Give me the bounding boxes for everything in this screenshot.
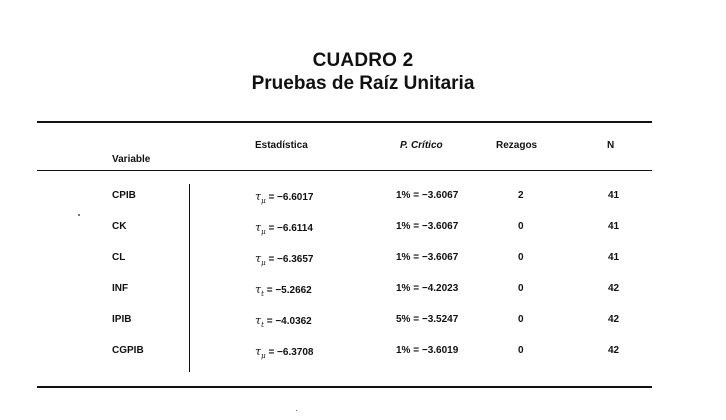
header-rezagos: Rezagos bbox=[496, 140, 538, 151]
table-row bbox=[0, 252, 726, 272]
column-separator bbox=[189, 184, 190, 372]
cell-statistic bbox=[255, 345, 313, 360]
cell-statistic-value: = −6.3657 bbox=[268, 254, 314, 265]
table-row bbox=[0, 283, 726, 303]
cell-statistic-value: = −6.3708 bbox=[268, 347, 314, 358]
cell-statistic-value: = −6.6017 bbox=[268, 192, 314, 203]
cell-statistic-value: = −6.6114 bbox=[268, 223, 313, 234]
cell-statistic bbox=[255, 314, 312, 329]
table-row bbox=[0, 345, 726, 365]
table-row bbox=[0, 314, 726, 334]
cell-statistic-value: = −4.0362 bbox=[266, 316, 312, 327]
cell-critical-value: 1% = −3.6019 bbox=[396, 345, 459, 356]
cell-variable: IPIB bbox=[112, 314, 132, 325]
cell-statistic-value: = −5.2662 bbox=[266, 285, 312, 296]
tau-symbol: $\tau_\mu$ bbox=[255, 190, 266, 206]
cell-n: 41 bbox=[608, 252, 620, 263]
cell-rezagos: 0 bbox=[518, 252, 524, 263]
cell-critical-value: 1% = −3.6067 bbox=[396, 221, 459, 232]
cell-variable: CPIB bbox=[112, 190, 136, 201]
table-caption: Pruebas de Raíz Unitaria bbox=[251, 73, 475, 94]
cell-variable: CL bbox=[112, 252, 126, 263]
header-n: N bbox=[607, 140, 615, 151]
table-row bbox=[0, 190, 726, 210]
cell-rezagos: 0 bbox=[518, 345, 524, 356]
tau-subscript: t bbox=[261, 290, 264, 299]
cell-variable: CK bbox=[112, 221, 127, 232]
tau-subscript: μ bbox=[261, 259, 266, 268]
table-row bbox=[0, 221, 726, 241]
cell-critical-value: 1% = −3.6067 bbox=[396, 190, 459, 201]
cell-statistic bbox=[255, 283, 312, 298]
tau-subscript: μ bbox=[261, 352, 266, 361]
cell-critical-value: 5% = −3.5247 bbox=[396, 314, 459, 325]
cell-n: 42 bbox=[608, 283, 620, 294]
tau-subscript: t bbox=[261, 321, 264, 330]
table-number: CUADRO 2 bbox=[312, 50, 414, 71]
cell-critical-value: 1% = −3.6067 bbox=[396, 252, 459, 263]
cell-n: 42 bbox=[608, 314, 620, 325]
tau-symbol: $\tau_\mu$ bbox=[255, 221, 266, 237]
cell-rezagos: 2 bbox=[518, 190, 524, 201]
tau-subscript: μ bbox=[261, 197, 266, 206]
tau-symbol: $\tau_\mu$ bbox=[255, 345, 266, 361]
cell-rezagos: 0 bbox=[518, 221, 524, 232]
bottom-rule bbox=[37, 386, 652, 388]
scan-speck bbox=[296, 410, 297, 411]
cell-variable: CGPIB bbox=[112, 345, 144, 356]
tau-subscript: μ bbox=[261, 228, 266, 237]
header-estadistica: Estadística bbox=[255, 140, 308, 151]
header-p-critico: P. Crítico bbox=[400, 140, 443, 151]
cell-critical-value: 1% = −4.2023 bbox=[396, 283, 459, 294]
cell-n: 41 bbox=[608, 190, 620, 201]
header-variable: Variable bbox=[112, 154, 151, 165]
tau-symbol: $\tau_\mu$ bbox=[255, 252, 266, 268]
cell-n: 42 bbox=[608, 345, 620, 356]
cell-rezagos: 0 bbox=[518, 283, 524, 294]
cell-n: 41 bbox=[608, 221, 620, 232]
cell-statistic bbox=[255, 221, 313, 236]
cell-variable: INF bbox=[112, 283, 129, 294]
tau-symbol: $\tau_t$ bbox=[255, 283, 264, 299]
header-rule bbox=[37, 170, 652, 171]
tau-symbol: $\tau_t$ bbox=[255, 314, 264, 330]
cell-statistic bbox=[255, 190, 313, 205]
scan-speck bbox=[78, 214, 80, 216]
cell-rezagos: 0 bbox=[518, 314, 524, 325]
top-rule bbox=[37, 121, 652, 123]
cell-statistic bbox=[255, 252, 313, 267]
